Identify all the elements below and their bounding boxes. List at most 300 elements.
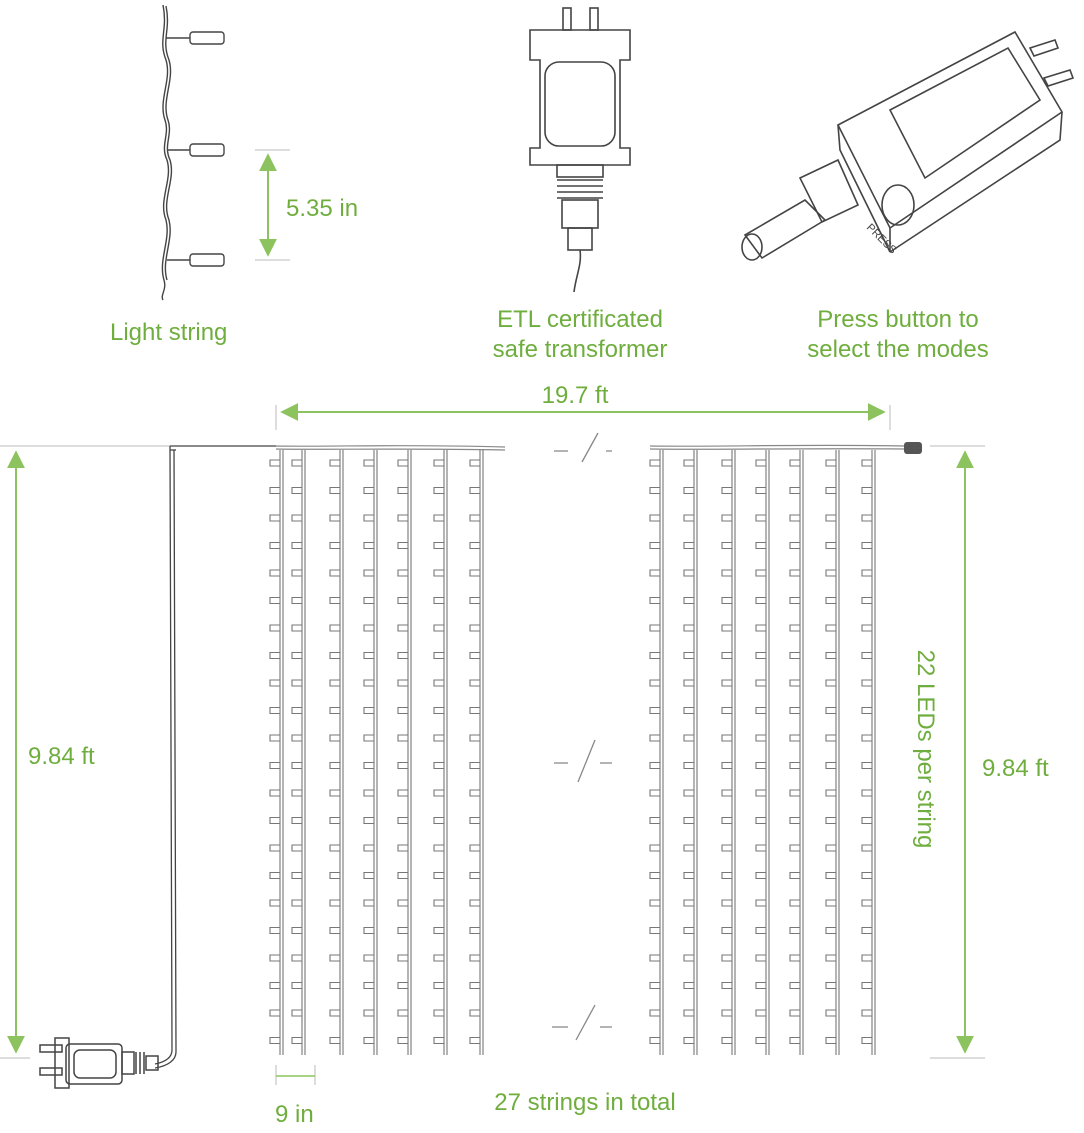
led-icon [292, 928, 302, 934]
led-icon [270, 570, 280, 576]
led-string-wire [836, 450, 839, 1055]
led-icon [722, 653, 732, 659]
led-icon [470, 763, 480, 769]
led-icon [826, 515, 836, 521]
led-icon [862, 570, 872, 576]
led-icon [330, 873, 340, 879]
led-icon [398, 845, 408, 851]
led-icon [434, 983, 444, 989]
led-icon [684, 625, 694, 631]
led-icon [434, 598, 444, 604]
light-string-label: Light string [110, 319, 228, 346]
led-icon [650, 983, 660, 989]
led-icon [862, 955, 872, 961]
led-icon [364, 1038, 374, 1044]
led-icon [292, 598, 302, 604]
led-icon [330, 983, 340, 989]
led-icon [650, 570, 660, 576]
led-icon [434, 680, 444, 686]
led-icon [398, 625, 408, 631]
led-icon [330, 708, 340, 714]
led-icon [434, 955, 444, 961]
led-icon [470, 1038, 480, 1044]
led-icon [330, 488, 340, 494]
led-icon [364, 460, 374, 466]
led-icon [364, 955, 374, 961]
led-icon [364, 708, 374, 714]
button-label [788, 305, 1008, 365]
led-icon [270, 653, 280, 659]
led-string-wire [872, 450, 875, 1055]
led-icon [826, 708, 836, 714]
led-icon [330, 790, 340, 796]
led-icon [826, 928, 836, 934]
bulb-icon [190, 254, 224, 266]
led-icon [722, 955, 732, 961]
led-icon [470, 460, 480, 466]
led-icon [398, 790, 408, 796]
led-icon [790, 983, 800, 989]
led-icon [790, 570, 800, 576]
led-icon [826, 543, 836, 549]
led-icon [270, 460, 280, 466]
led-icon [434, 625, 444, 631]
led-icon [398, 488, 408, 494]
led-string-wire [280, 450, 283, 1055]
led-icon [684, 818, 694, 824]
transformer-icon [530, 8, 630, 292]
led-icon [470, 653, 480, 659]
led-icon [684, 1010, 694, 1016]
led-string-wire [694, 450, 697, 1055]
led-icon [722, 983, 732, 989]
led-icon [684, 515, 694, 521]
led-icon [862, 900, 872, 906]
led-icon [722, 763, 732, 769]
led-icon [862, 1010, 872, 1016]
led-icon [292, 873, 302, 879]
led-icon [364, 625, 374, 631]
led-string-wire [480, 450, 483, 1055]
led-icon [684, 680, 694, 686]
led-icon [292, 488, 302, 494]
led-icon [756, 1038, 766, 1044]
led-icon [684, 735, 694, 741]
led-icon [756, 735, 766, 741]
led-icon [756, 983, 766, 989]
led-icon [722, 1010, 732, 1016]
height-left-label: 9.84 ft [28, 743, 95, 770]
led-icon [434, 488, 444, 494]
led-icon [364, 1010, 374, 1016]
led-icon [790, 625, 800, 631]
strings-total-label: 27 strings in total [494, 1089, 676, 1116]
led-icon [270, 983, 280, 989]
led-icon [470, 873, 480, 879]
led-icon [684, 873, 694, 879]
led-icon [756, 515, 766, 521]
led-icon [330, 680, 340, 686]
led-icon [790, 818, 800, 824]
led-icon [722, 900, 732, 906]
led-icon [756, 790, 766, 796]
led-icon [756, 570, 766, 576]
led-icon [470, 928, 480, 934]
led-icon [398, 515, 408, 521]
led-icon [756, 818, 766, 824]
led-icon [364, 515, 374, 521]
transformer-label-line1: ETL certificated [497, 306, 663, 333]
led-icon [330, 845, 340, 851]
led-icon [470, 790, 480, 796]
led-icon [826, 818, 836, 824]
led-icon [826, 653, 836, 659]
led-icon [434, 708, 444, 714]
led-icon [862, 873, 872, 879]
lead-wire [155, 446, 276, 1068]
led-icon [790, 460, 800, 466]
led-icon [684, 598, 694, 604]
led-icon [330, 1038, 340, 1044]
led-icon [292, 680, 302, 686]
led-icon [434, 900, 444, 906]
led-icon [862, 653, 872, 659]
led-icon [684, 983, 694, 989]
led-icon [364, 598, 374, 604]
led-icon [684, 790, 694, 796]
led-icon [330, 928, 340, 934]
led-icon [364, 900, 374, 906]
led-icon [722, 1038, 732, 1044]
light-string-illustration [162, 5, 224, 300]
led-icon [826, 955, 836, 961]
break-markers [552, 433, 612, 1040]
bulb-icon [190, 32, 224, 44]
led-icon [790, 653, 800, 659]
led-icon [434, 515, 444, 521]
led-icon [722, 790, 732, 796]
led-icon [790, 1038, 800, 1044]
led-string-wire [800, 450, 803, 1055]
led-icon [862, 983, 872, 989]
led-icon [292, 1038, 302, 1044]
led-icon [826, 625, 836, 631]
led-icon [434, 570, 444, 576]
led-icon [364, 488, 374, 494]
led-icon [270, 763, 280, 769]
led-icon [790, 955, 800, 961]
led-icon [330, 598, 340, 604]
led-icon [364, 570, 374, 576]
controller-icon [742, 32, 1073, 260]
led-icon [292, 653, 302, 659]
led-icon [684, 653, 694, 659]
led-icon [756, 460, 766, 466]
led-icon [292, 818, 302, 824]
led-icon [790, 790, 800, 796]
led-icon [270, 1010, 280, 1016]
led-icon [790, 708, 800, 714]
led-icon [826, 1010, 836, 1016]
led-icon [790, 598, 800, 604]
led-icon [292, 900, 302, 906]
button-label-line1: Press button to [817, 306, 979, 333]
led-icon [434, 1010, 444, 1016]
led-icon [790, 763, 800, 769]
led-icon [470, 735, 480, 741]
led-strings [270, 450, 875, 1055]
led-icon [684, 928, 694, 934]
led-icon [470, 570, 480, 576]
led-icon [684, 488, 694, 494]
led-icon [862, 928, 872, 934]
led-icon [862, 735, 872, 741]
led-icon [862, 763, 872, 769]
led-icon [270, 598, 280, 604]
led-icon [330, 818, 340, 824]
led-icon [270, 1038, 280, 1044]
led-icon [364, 818, 374, 824]
led-icon [684, 900, 694, 906]
led-icon [722, 680, 732, 686]
led-icon [650, 873, 660, 879]
led-icon [292, 543, 302, 549]
plug-icon [40, 1038, 158, 1088]
led-icon [756, 900, 766, 906]
led-icon [470, 625, 480, 631]
led-icon [398, 735, 408, 741]
led-icon [398, 900, 408, 906]
led-icon [826, 680, 836, 686]
led-icon [470, 543, 480, 549]
led-icon [434, 1038, 444, 1044]
led-icon [862, 708, 872, 714]
led-icon [650, 680, 660, 686]
width-label: 19.7 ft [541, 382, 609, 409]
led-icon [650, 928, 660, 934]
led-icon [790, 928, 800, 934]
led-icon [364, 928, 374, 934]
led-icon [270, 625, 280, 631]
led-icon [756, 763, 766, 769]
led-icon [364, 680, 374, 686]
led-icon [790, 735, 800, 741]
led-icon [270, 790, 280, 796]
led-icon [470, 900, 480, 906]
led-string-wire [766, 450, 769, 1055]
led-icon [650, 460, 660, 466]
led-icon [826, 735, 836, 741]
led-icon [684, 708, 694, 714]
led-icon [722, 598, 732, 604]
led-icon [330, 735, 340, 741]
led-icon [270, 928, 280, 934]
led-icon [398, 680, 408, 686]
led-icon [790, 845, 800, 851]
led-icon [722, 873, 732, 879]
led-icon [434, 460, 444, 466]
led-icon [292, 845, 302, 851]
led-icon [470, 1010, 480, 1016]
led-icon [364, 983, 374, 989]
led-icon [398, 543, 408, 549]
led-icon [398, 1038, 408, 1044]
led-icon [790, 488, 800, 494]
led-icon [434, 735, 444, 741]
led-icon [756, 680, 766, 686]
led-icon [270, 708, 280, 714]
led-icon [650, 763, 660, 769]
led-icon [330, 625, 340, 631]
bulb-spacing-dimension [255, 150, 290, 260]
led-icon [684, 763, 694, 769]
led-icon [270, 955, 280, 961]
led-icon [364, 653, 374, 659]
end-connector-icon [904, 442, 922, 454]
led-icon [650, 845, 660, 851]
led-icon [398, 928, 408, 934]
led-icon [650, 1010, 660, 1016]
led-icon [756, 543, 766, 549]
led-icon [862, 818, 872, 824]
led-string-wire [340, 450, 343, 1055]
led-icon [684, 1038, 694, 1044]
led-icon [330, 900, 340, 906]
led-icon [650, 598, 660, 604]
led-icon [684, 543, 694, 549]
led-icon [470, 708, 480, 714]
led-icon [292, 735, 302, 741]
led-icon [722, 708, 732, 714]
led-icon [650, 708, 660, 714]
led-icon [650, 818, 660, 824]
led-icon [790, 873, 800, 879]
led-icon [364, 873, 374, 879]
led-icon [270, 735, 280, 741]
led-icon [650, 515, 660, 521]
led-icon [330, 543, 340, 549]
led-icon [398, 570, 408, 576]
led-icon [756, 955, 766, 961]
led-icon [292, 570, 302, 576]
led-icon [434, 845, 444, 851]
led-icon [826, 900, 836, 906]
led-icon [862, 790, 872, 796]
led-icon [826, 460, 836, 466]
led-icon [826, 488, 836, 494]
led-icon [650, 955, 660, 961]
led-icon [292, 763, 302, 769]
led-icon [650, 900, 660, 906]
led-icon [292, 1010, 302, 1016]
led-icon [398, 708, 408, 714]
led-icon [722, 570, 732, 576]
transformer-label-line2: safe transformer [492, 336, 668, 363]
led-icon [650, 1038, 660, 1044]
led-icon [722, 488, 732, 494]
led-string-wire [660, 450, 663, 1055]
led-icon [650, 625, 660, 631]
led-icon [684, 460, 694, 466]
led-icon [270, 900, 280, 906]
led-string-wire [444, 450, 447, 1055]
led-icon [470, 488, 480, 494]
led-icon [722, 818, 732, 824]
led-icon [862, 1038, 872, 1044]
led-icon [470, 680, 480, 686]
led-icon [470, 515, 480, 521]
led-icon [330, 955, 340, 961]
led-icon [650, 790, 660, 796]
led-icon [862, 625, 872, 631]
led-icon [722, 515, 732, 521]
led-icon [790, 900, 800, 906]
led-icon [330, 653, 340, 659]
led-icon [722, 460, 732, 466]
led-icon [722, 625, 732, 631]
led-icon [330, 1010, 340, 1016]
led-icon [790, 1010, 800, 1016]
height-right-label: 9.84 ft [982, 755, 1049, 782]
led-icon [270, 680, 280, 686]
led-icon [756, 928, 766, 934]
led-icon [470, 818, 480, 824]
led-icon [790, 515, 800, 521]
led-icon [398, 653, 408, 659]
led-icon [826, 763, 836, 769]
led-icon [270, 515, 280, 521]
string-spacing-dimension [276, 1065, 315, 1085]
led-icon [270, 873, 280, 879]
led-icon [470, 983, 480, 989]
led-icon [470, 598, 480, 604]
bulb-spacing-label: 5.35 in [286, 195, 359, 222]
led-icon [470, 955, 480, 961]
led-icon [826, 570, 836, 576]
leds-per-string-label: 22 LEDs per string [912, 649, 939, 849]
button-label-line2: select the modes [807, 336, 989, 363]
led-icon [756, 845, 766, 851]
led-icon [292, 983, 302, 989]
led-icon [862, 515, 872, 521]
led-icon [826, 873, 836, 879]
led-icon [398, 818, 408, 824]
led-icon [722, 543, 732, 549]
press-label: PRESS [863, 221, 899, 257]
led-icon [790, 543, 800, 549]
transformer-label [470, 305, 690, 365]
led-icon [434, 818, 444, 824]
led-icon [650, 488, 660, 494]
led-icon [330, 515, 340, 521]
led-icon [398, 598, 408, 604]
led-icon [722, 735, 732, 741]
led-icon [862, 488, 872, 494]
led-icon [756, 625, 766, 631]
led-icon [292, 625, 302, 631]
led-icon [434, 543, 444, 549]
led-icon [756, 1010, 766, 1016]
led-icon [756, 708, 766, 714]
led-icon [270, 488, 280, 494]
led-icon [862, 598, 872, 604]
led-icon [470, 845, 480, 851]
led-icon [398, 983, 408, 989]
led-icon [826, 983, 836, 989]
led-icon [270, 818, 280, 824]
led-icon [364, 763, 374, 769]
led-icon [398, 1010, 408, 1016]
